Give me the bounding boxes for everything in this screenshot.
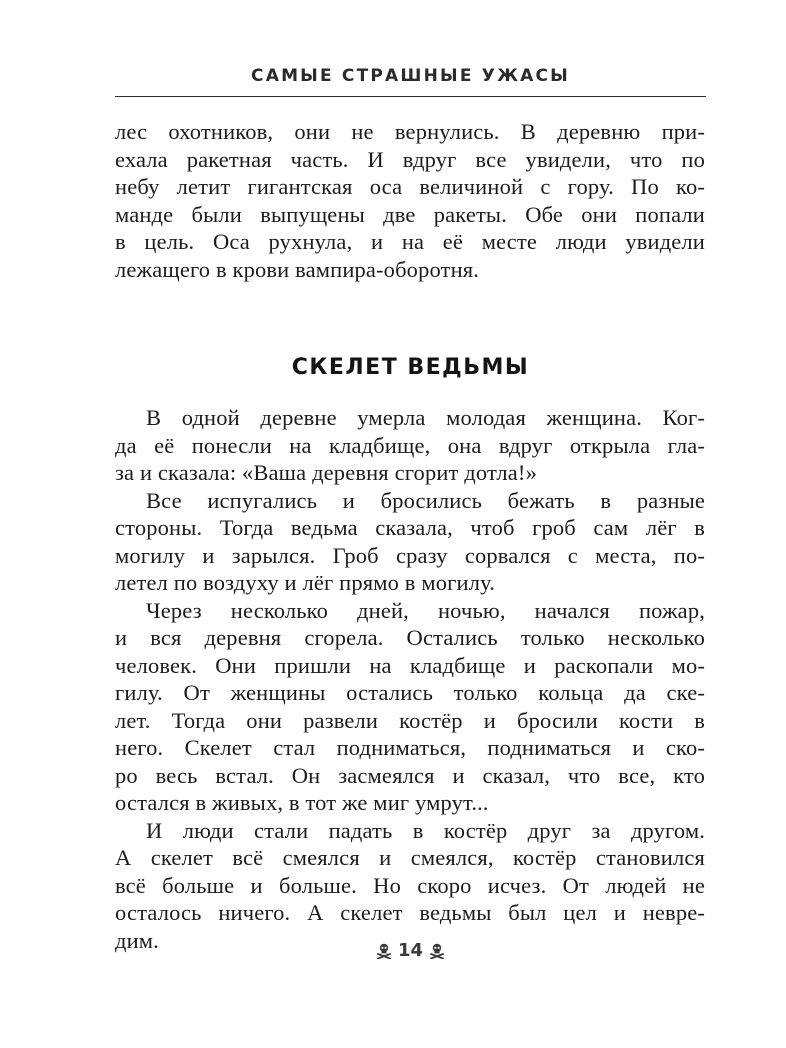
- text-line: него. Скелет стал подниматься, подниматься и ско-: [115, 735, 705, 760]
- text-line: Все испугались и бросились бежать в разные: [146, 487, 705, 513]
- text-line: в цель. Оса рухнула, и на её месте люди увидели: [115, 229, 705, 254]
- text-line: остался в живых, в тот же миг умрут...: [115, 790, 489, 815]
- header-rule: [115, 96, 706, 97]
- text-line: небу летит гигантская оса величиной с гору. По ко-: [115, 174, 705, 199]
- text-line: могилу и зарылся. Гроб сразу сорвался с места, по-: [115, 542, 705, 568]
- text-line: человек. Они пришли на кладбище и раскопали мо-: [115, 652, 705, 678]
- text-line: манде были выпущены две ракеты. Обе они попали: [115, 201, 705, 227]
- skull-crossbones-icon: [377, 943, 391, 959]
- page-number: 14: [397, 940, 424, 961]
- text-line: и вся деревня сгорела. Остались только несколько: [115, 625, 705, 650]
- paragraph: [115, 597, 705, 817]
- text-line: А скелет всё смеялся и смеялся, костёр становился: [115, 845, 705, 870]
- text-line: да её понесли на кладбище, она вдруг открыла гла-: [115, 432, 705, 458]
- text-line: стороны. Тогда ведьма сказала, чтоб гроб сам лёг в: [115, 515, 705, 540]
- story-text: [115, 404, 705, 954]
- text-line: гилу. От женщины остались только кольца да ске-: [115, 680, 705, 705]
- text-line: осталось ничего. А скелет ведьмы был цел и невре-: [115, 900, 705, 925]
- text-line: В одной деревне умерла молодая женщина. Ког-: [146, 405, 705, 430]
- text-line: ро весь встал. Он засмеялся и сказал, что все, кто: [115, 762, 705, 788]
- text-line: летел по воздуху и лёг прямо в могилу.: [115, 570, 496, 595]
- text-line: лет. Тогда они развели костёр и бросили кости в: [115, 707, 705, 733]
- intro-text: [115, 118, 705, 283]
- text-line: лес охотников, они не вернулись. В деревню при-: [115, 119, 705, 144]
- text-line: ехала ракетная часть. И вдруг все увидели, что по: [115, 146, 705, 172]
- page-footer: [115, 940, 706, 961]
- section-title: СКЕЛЕТ ВЕДЬМЫ: [291, 355, 530, 380]
- text-line: Через несколько дней, ночью, начался пожар,: [146, 597, 705, 623]
- text-line: всё больше и больше. Но скоро исчез. От людей не: [115, 872, 705, 898]
- paragraph: [115, 487, 705, 597]
- text-line: лежащего в крови вампира-оборотня.: [115, 256, 480, 282]
- text-line: дим.: [115, 927, 159, 953]
- text-line: И люди стали падать в костёр друг за другом.: [146, 817, 705, 843]
- running-head: САМЫЕ СТРАШНЫЕ УЖАСЫ: [251, 66, 570, 86]
- paragraph: [115, 404, 705, 487]
- paragraph: [115, 817, 705, 955]
- text-line: за и сказала: «Ваша деревня сгорит дотла!»: [115, 460, 537, 485]
- skull-crossbones-icon: [430, 943, 444, 959]
